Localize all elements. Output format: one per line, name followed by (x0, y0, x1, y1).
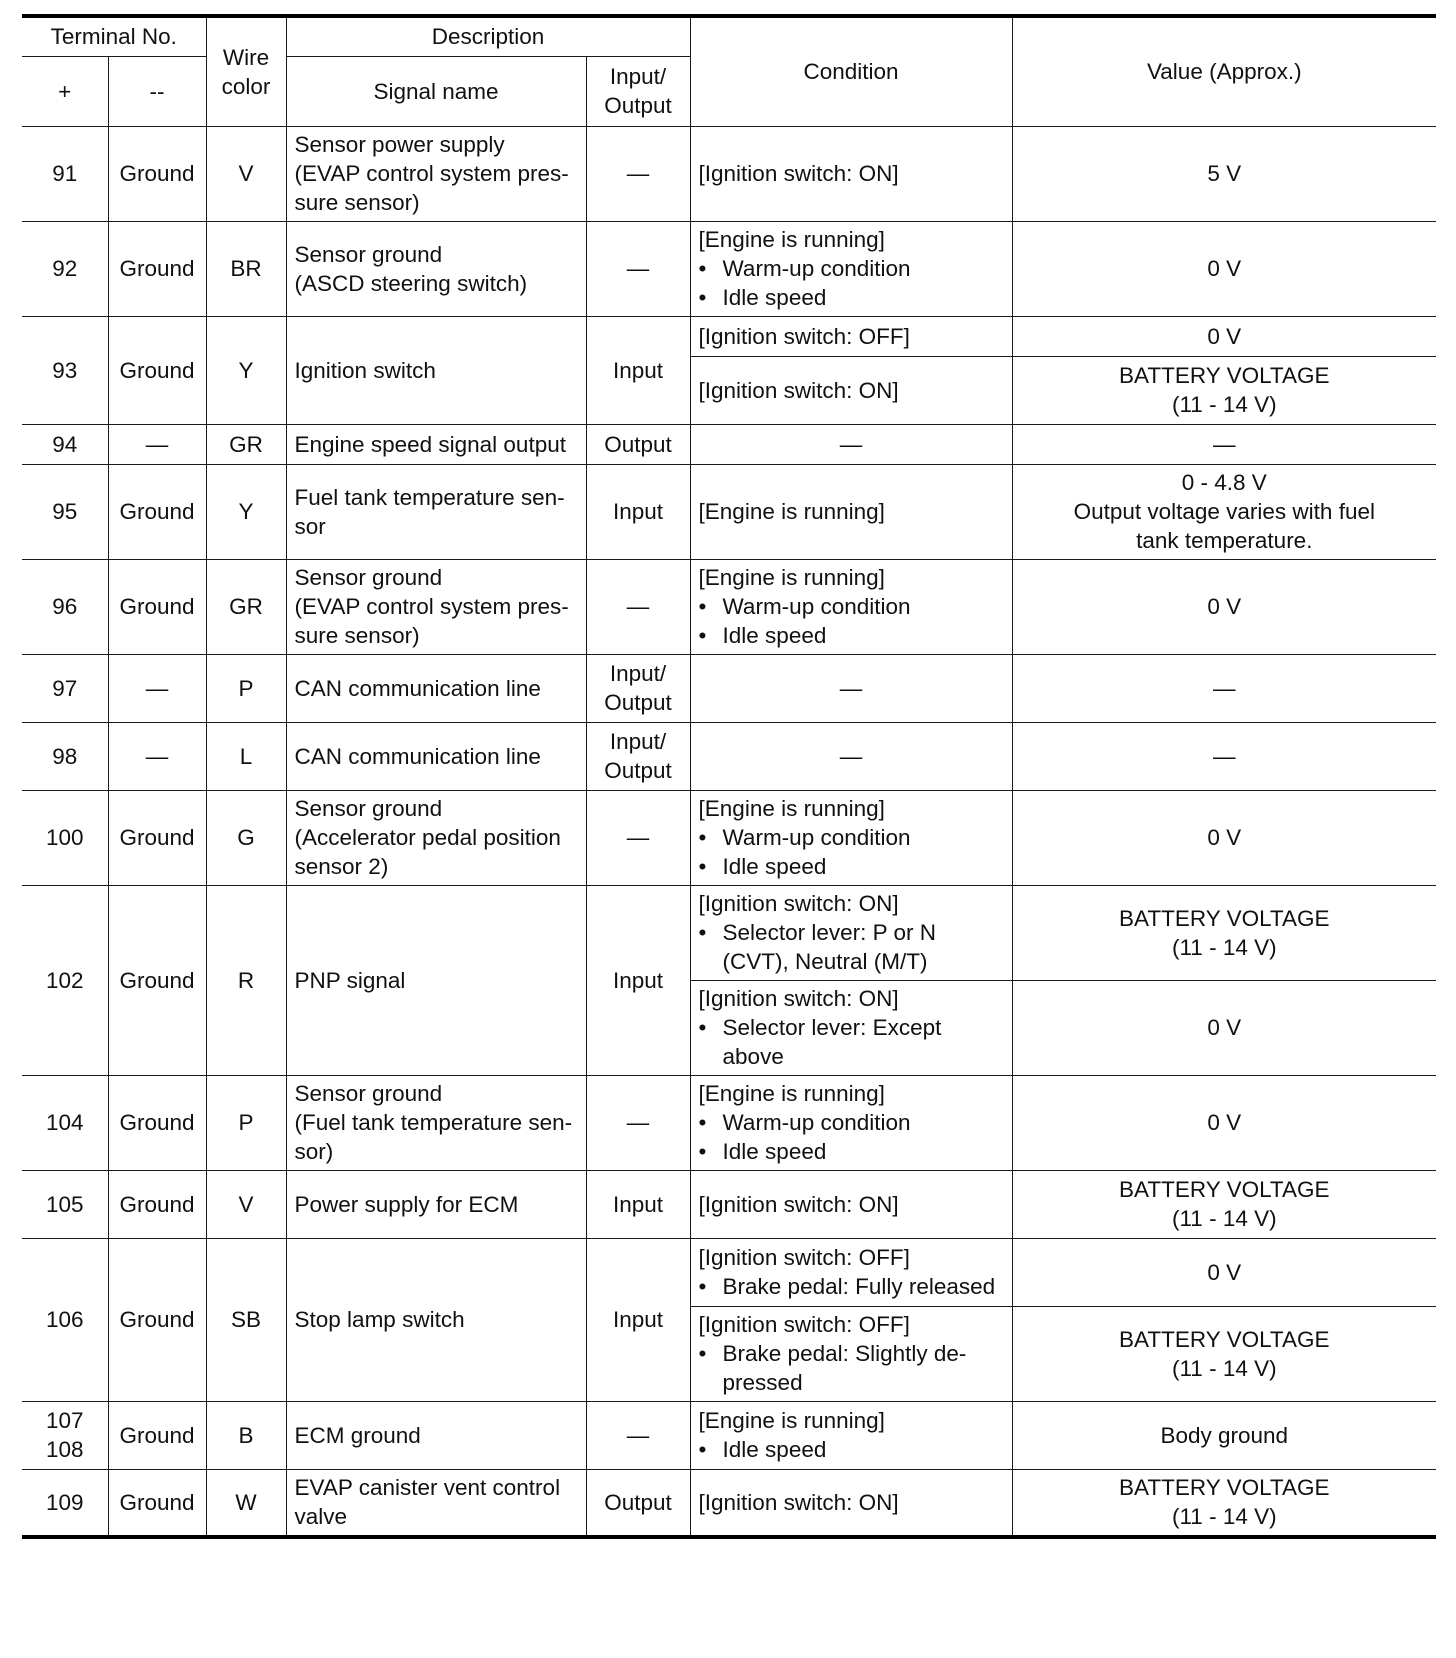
condition-bullet: • Selector lever: Except above (699, 1013, 1004, 1071)
wire-color-cell: GR (206, 424, 286, 464)
input-output-cell: Output (586, 1469, 690, 1537)
condition-cell (690, 1075, 1012, 1170)
minus-terminal-cell: Ground (108, 1238, 206, 1401)
value-cell (1012, 559, 1436, 654)
signal-name-line: (ASCD steering switch) (294, 270, 528, 296)
condition-cell (690, 722, 1012, 790)
input-output-cell: — (586, 126, 690, 221)
wire-color-cell: P (206, 654, 286, 722)
minus-terminal-cell: Ground (108, 316, 206, 424)
plus-terminal-cell (22, 1238, 108, 1401)
condition-cell (690, 1469, 1012, 1537)
wire-color-cell: BR (206, 221, 286, 316)
condition-cell (690, 424, 1012, 464)
condition-cell (690, 221, 1012, 316)
input-output-cell: Input (586, 316, 690, 424)
table-row (22, 654, 1436, 722)
table-row (22, 790, 1436, 885)
minus-terminal-cell: Ground (108, 1170, 206, 1238)
table-row (22, 221, 1436, 316)
plus-terminal-cell (22, 1075, 108, 1170)
value-cell (1012, 654, 1436, 722)
table-row (22, 1170, 1436, 1238)
terminal-number: 107 (45, 1408, 84, 1433)
wire-color-cell: W (206, 1469, 286, 1537)
condition-bullet: • Warm-up condition (699, 823, 1004, 852)
condition-bullet: • Warm-up condition (699, 254, 1004, 283)
value-line: (11 - 14 V) (1171, 1355, 1277, 1381)
condition-bullet: • Warm-up condition (699, 592, 1004, 621)
condition-bullet: • Brake pedal: Fully released (699, 1272, 1004, 1301)
signal-name-cell (286, 559, 586, 654)
signal-name-line: CAN communication line (294, 743, 541, 769)
terminal-number: 96 (52, 594, 78, 619)
signal-name-line: sure sensor) (294, 623, 420, 648)
signal-name-cell (286, 885, 586, 1075)
signal-name-line: Sensor power supply (294, 132, 505, 157)
signal-name-line: Sensor ground (294, 565, 443, 590)
value-cell (1012, 722, 1436, 790)
condition-title: — (839, 743, 863, 769)
condition-bullet: • Selector lever: P or N (CVT), Neutral (M/T) (699, 918, 1004, 976)
value-line: BATTERY VOLTAGE (1119, 905, 1330, 931)
value-cell (1012, 424, 1436, 464)
value-cell (1012, 221, 1436, 316)
condition-header: Condition (690, 16, 1012, 126)
condition-bullet: • Idle speed (699, 283, 1004, 312)
signal-name-cell (286, 1075, 586, 1170)
signal-name-cell (286, 316, 586, 424)
table-row (22, 464, 1436, 559)
value-cell (1012, 1401, 1436, 1469)
plus-terminal-cell (22, 316, 108, 424)
value-line: — (1213, 675, 1236, 701)
input-output-line: Output (604, 758, 672, 783)
input-output-cell: — (586, 790, 690, 885)
minus-terminal-cell: Ground (108, 885, 206, 1075)
signal-name-line: valve (294, 1504, 348, 1530)
value-line: 0 V (1207, 594, 1242, 619)
value-line: — (1213, 431, 1236, 457)
condition-bullet: • Idle speed (699, 621, 1004, 650)
plus-terminal-cell (22, 424, 108, 464)
condition-title: [Ignition switch: ON] (698, 986, 899, 1011)
plus-terminal-cell (22, 722, 108, 790)
minus-terminal-cell: Ground (108, 1469, 206, 1537)
input-output-cell: — (586, 1401, 690, 1469)
terminal-number: 105 (45, 1191, 84, 1217)
signal-name-cell (286, 126, 586, 221)
terminal-number: 100 (45, 825, 84, 850)
signal-name-cell (286, 790, 586, 885)
input-output-cell: Output (586, 424, 690, 464)
value-line: 0 V (1207, 256, 1242, 281)
value-cell (1012, 356, 1436, 424)
plus-terminal-cell (22, 790, 108, 885)
wire-color-cell: GR (206, 559, 286, 654)
condition-bullet: • Brake pedal: Slightly de- pressed (699, 1339, 1004, 1397)
value-line: BATTERY VOLTAGE (1119, 363, 1330, 388)
input-output-cell (586, 722, 690, 790)
wire-color-cell: B (206, 1401, 286, 1469)
signal-name-cell (286, 1170, 586, 1238)
input-output-line: Input/ (609, 661, 667, 686)
value-line: BATTERY VOLTAGE (1119, 1177, 1330, 1202)
condition-title: [Ignition switch: ON] (698, 161, 899, 186)
plus-terminal-cell (22, 221, 108, 316)
input-output-header: Input/ Output (586, 56, 690, 126)
condition-cell (690, 1401, 1012, 1469)
input-output-cell: — (586, 1075, 690, 1170)
value-line: BATTERY VOLTAGE (1119, 1475, 1330, 1501)
signal-name-line: PNP signal (294, 967, 406, 993)
signal-name-line: EVAP canister vent control (294, 1475, 561, 1501)
condition-bullet: • Idle speed (699, 1137, 1004, 1166)
value-line: tank temperature. (1136, 528, 1313, 553)
table-row (22, 1238, 1436, 1306)
terminal-rows (22, 126, 1436, 1537)
value-cell (1012, 1075, 1436, 1170)
input-output-line: Input/ (609, 729, 667, 754)
signal-name-line: Power supply for ECM (294, 1191, 519, 1217)
description-header: Description (286, 16, 690, 56)
table-row (22, 1401, 1436, 1469)
signal-name-cell (286, 464, 586, 559)
value-line: Output voltage varies with fuel (1073, 499, 1375, 524)
condition-title: [Ignition switch: OFF] (698, 1245, 910, 1270)
input-output-line: Output (604, 690, 672, 715)
signal-name-line: Ignition switch (294, 357, 436, 383)
condition-cell (690, 885, 1012, 980)
wire-color-cell: R (206, 885, 286, 1075)
condition-title: [Ignition switch: ON] (698, 1489, 899, 1515)
table-row (22, 126, 1436, 221)
condition-title: [Ignition switch: ON] (698, 377, 899, 403)
table-row (22, 1075, 1436, 1170)
signal-name-line: Engine speed signal output (294, 431, 566, 457)
table-row (22, 885, 1436, 980)
condition-title: [Engine is running] (698, 1081, 885, 1106)
condition-bullet: • Warm-up condition (699, 1108, 1004, 1137)
input-output-cell (586, 654, 690, 722)
value-line: Body ground (1160, 1422, 1289, 1448)
terminal-number: 102 (45, 967, 84, 993)
signal-name-line: Sensor ground (294, 1081, 443, 1106)
value-line: 0 V (1207, 1110, 1242, 1135)
signal-name-line: ECM ground (294, 1422, 421, 1448)
minus-terminal-cell: Ground (108, 559, 206, 654)
wire-color-cell: G (206, 790, 286, 885)
value-cell (1012, 885, 1436, 980)
input-output-cell: — (586, 221, 690, 316)
minus-terminal-cell: Ground (108, 464, 206, 559)
condition-cell (690, 1238, 1012, 1306)
value-line: 5 V (1207, 161, 1242, 186)
condition-title: [Engine is running] (698, 1408, 885, 1433)
terminal-number: 95 (52, 499, 78, 524)
condition-title: [Ignition switch: OFF] (698, 1312, 910, 1337)
condition-cell (690, 559, 1012, 654)
plus-terminal-cell (22, 1401, 108, 1469)
minus-terminal-cell: Ground (108, 1075, 206, 1170)
plus-terminal-cell (22, 654, 108, 722)
value-line: 0 V (1207, 825, 1242, 850)
plus-terminal-cell (22, 885, 108, 1075)
signal-name-cell (286, 1401, 586, 1469)
value-line: 0 V (1207, 323, 1242, 349)
signal-name-header: Signal name (286, 56, 586, 126)
condition-bullet: • Idle speed (699, 852, 1004, 881)
input-output-cell: — (586, 559, 690, 654)
wire-color-cell: Y (206, 464, 286, 559)
value-cell (1012, 1170, 1436, 1238)
condition-cell (690, 654, 1012, 722)
value-cell (1012, 980, 1436, 1075)
terminal-number: 93 (52, 357, 78, 383)
plus-terminal-cell (22, 559, 108, 654)
wire-color-cell: SB (206, 1238, 286, 1401)
terminal-number: 94 (52, 431, 78, 457)
wire-color-cell: V (206, 1170, 286, 1238)
value-line: (11 - 14 V) (1171, 1206, 1277, 1231)
minus-terminal-cell: Ground (108, 126, 206, 221)
terminal-number: 91 (52, 161, 78, 186)
condition-cell (690, 1306, 1012, 1401)
input-output-cell: Input (586, 1238, 690, 1401)
value-line: 0 - 4.8 V (1181, 470, 1267, 495)
value-cell (1012, 790, 1436, 885)
value-cell (1012, 126, 1436, 221)
signal-name-line: sor) (294, 1139, 334, 1164)
signal-name-line: sure sensor) (294, 190, 420, 215)
condition-title: [Ignition switch: ON] (698, 891, 899, 916)
signal-name-cell (286, 221, 586, 316)
table-row (22, 316, 1436, 356)
value-cell (1012, 1306, 1436, 1401)
condition-cell (690, 980, 1012, 1075)
ecm-terminal-table-page (22, 14, 1436, 1539)
wire-color-cell: Y (206, 316, 286, 424)
table-row (22, 424, 1436, 464)
minus-terminal-cell: — (108, 654, 206, 722)
condition-cell (690, 1170, 1012, 1238)
terminal-number: 106 (45, 1307, 84, 1332)
wire-color-header: Wire color (206, 16, 286, 126)
signal-name-cell (286, 722, 586, 790)
signal-name-cell (286, 424, 586, 464)
plus-terminal-cell (22, 1469, 108, 1537)
condition-bullet: • Idle speed (699, 1435, 1004, 1464)
value-line: (11 - 14 V) (1171, 934, 1277, 960)
value-cell (1012, 1469, 1436, 1537)
value-line: — (1213, 743, 1236, 769)
value-line: 0 V (1207, 1259, 1242, 1285)
terminal-number: 97 (52, 675, 78, 701)
signal-name-cell (286, 654, 586, 722)
minus-terminal-cell: Ground (108, 1401, 206, 1469)
value-line: BATTERY VOLTAGE (1119, 1326, 1330, 1352)
value-cell (1012, 316, 1436, 356)
signal-name-line: Fuel tank temperature sen- (294, 484, 565, 510)
value-line: (11 - 14 V) (1171, 392, 1277, 417)
signal-name-line: (Accelerator pedal position (294, 825, 561, 850)
plus-terminal-header: + (22, 56, 108, 126)
value-cell (1012, 464, 1436, 559)
value-line: (11 - 14 V) (1171, 1504, 1277, 1530)
signal-name-line: Stop lamp switch (294, 1307, 465, 1332)
plus-terminal-cell (22, 1170, 108, 1238)
condition-cell (690, 464, 1012, 559)
signal-name-line: Sensor ground (294, 796, 443, 821)
signal-name-cell (286, 1469, 586, 1537)
condition-title: [Engine is running] (698, 565, 885, 590)
terminal-no-header: Terminal No. (22, 16, 206, 56)
minus-terminal-cell: — (108, 424, 206, 464)
condition-title: [Ignition switch: OFF] (698, 323, 910, 349)
minus-terminal-cell: — (108, 722, 206, 790)
plus-terminal-cell (22, 464, 108, 559)
input-output-cell: Input (586, 1170, 690, 1238)
condition-cell (690, 316, 1012, 356)
minus-terminal-header: -- (108, 56, 206, 126)
input-output-cell: Input (586, 464, 690, 559)
condition-cell (690, 126, 1012, 221)
wire-color-cell: V (206, 126, 286, 221)
condition-cell (690, 356, 1012, 424)
wire-color-cell: P (206, 1075, 286, 1170)
terminal-number: 104 (45, 1110, 84, 1135)
value-cell (1012, 1238, 1436, 1306)
signal-name-line: Sensor ground (294, 241, 443, 267)
input-output-cell: Input (586, 885, 690, 1075)
condition-title: [Engine is running] (698, 796, 885, 821)
minus-terminal-cell: Ground (108, 221, 206, 316)
wire-color-cell: L (206, 722, 286, 790)
signal-name-line: (EVAP control system pres- (294, 161, 569, 186)
signal-name-line: sor (294, 513, 326, 539)
signal-name-line: sensor 2) (294, 854, 389, 879)
value-line: 0 V (1207, 1015, 1242, 1040)
terminal-number: 92 (52, 256, 78, 281)
condition-title: [Engine is running] (698, 499, 885, 524)
value-header: Value (Approx.) (1012, 16, 1436, 126)
condition-cell (690, 790, 1012, 885)
terminal-number: 108 (45, 1437, 84, 1462)
table-row (22, 1469, 1436, 1537)
signal-name-line: (EVAP control system pres- (294, 594, 569, 619)
minus-terminal-cell: Ground (108, 790, 206, 885)
ecm-terminal-table (22, 14, 1436, 1539)
condition-title: [Ignition switch: ON] (698, 1191, 899, 1217)
condition-title: — (839, 675, 863, 701)
terminal-number: 109 (45, 1489, 84, 1515)
condition-title: — (839, 431, 863, 457)
condition-title: [Engine is running] (698, 227, 885, 252)
plus-terminal-cell (22, 126, 108, 221)
signal-name-line: CAN communication line (294, 675, 541, 701)
table-row (22, 559, 1436, 654)
terminal-number: 98 (52, 743, 78, 769)
table-row (22, 722, 1436, 790)
signal-name-cell (286, 1238, 586, 1401)
signal-name-line: (Fuel tank temperature sen- (294, 1110, 573, 1135)
